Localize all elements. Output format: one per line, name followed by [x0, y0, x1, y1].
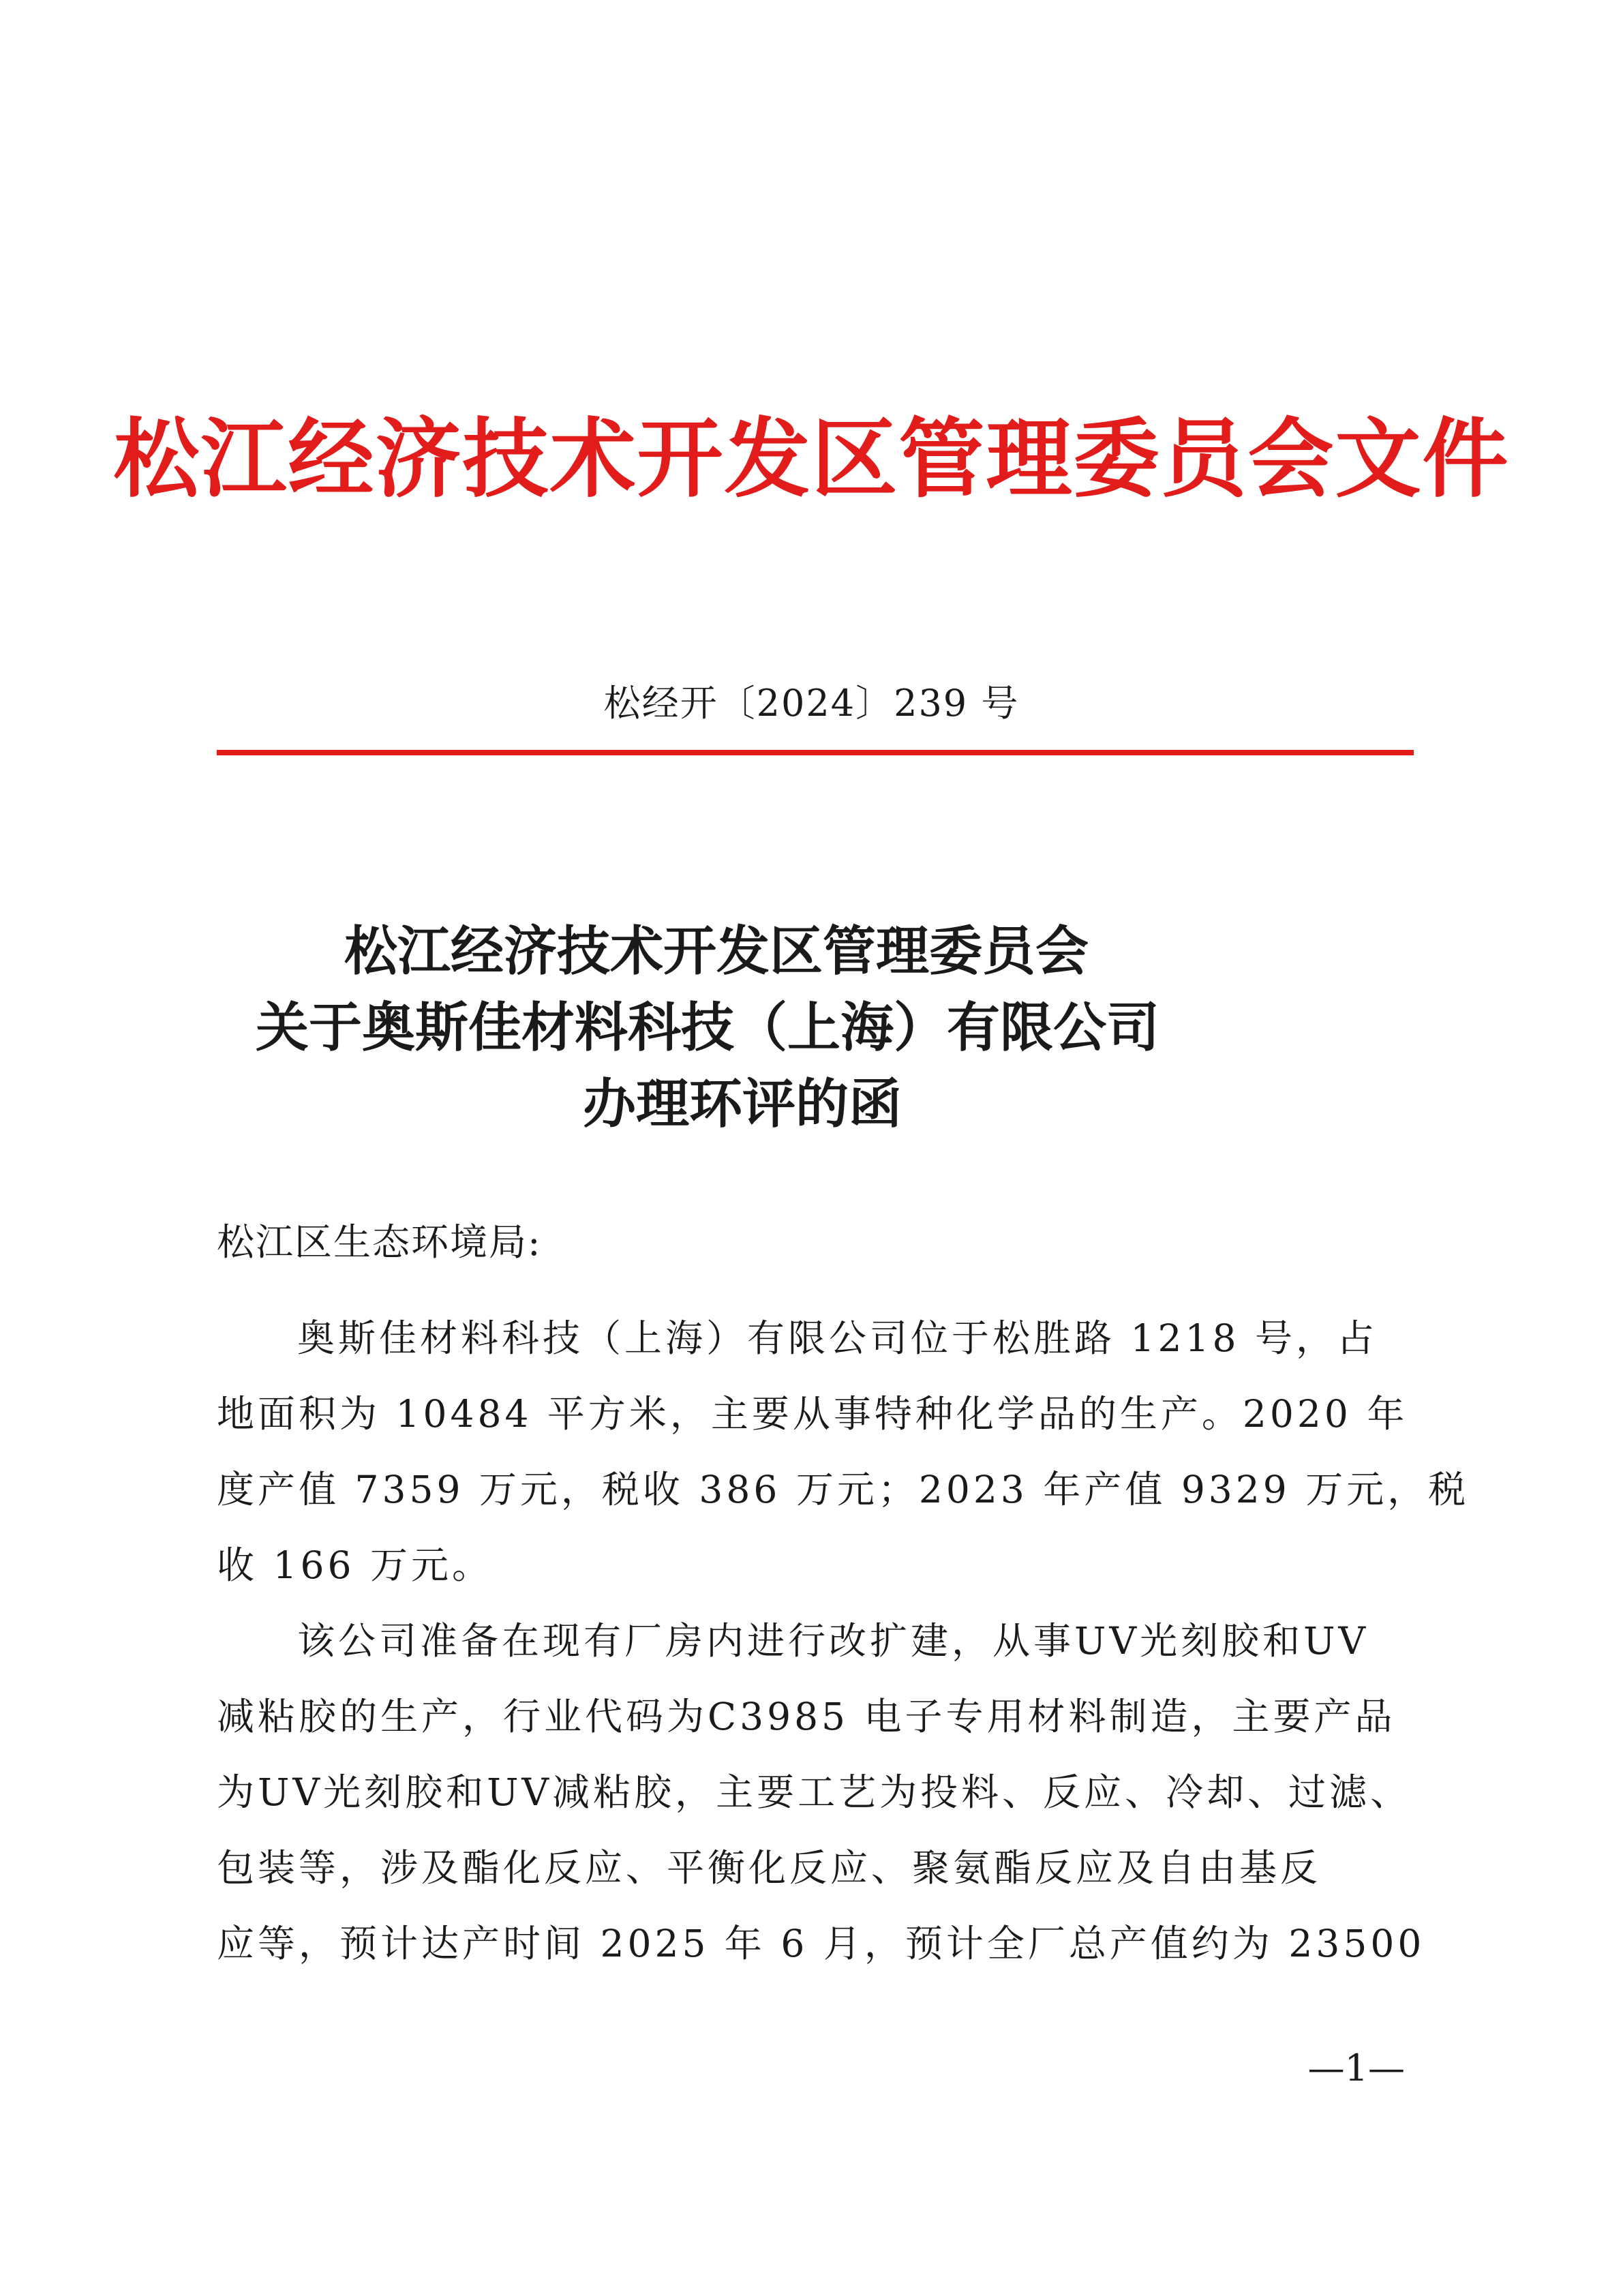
paragraph-line: 应等，预计达产时间 2025 年 6 月，预计全厂总产值约为 23500 [217, 1922, 1425, 1965]
paragraph-line: 度产值 7359 万元，税收 386 万元；2023 年产值 9329 万元，税 [217, 1468, 1470, 1511]
document-number: 松经开〔2024〕239 号 [603, 682, 1020, 725]
paragraph-line: 包装等，涉及酯化反应、平衡化反应、聚氨酯反应及自由基反 [217, 1846, 1322, 1890]
paragraph-line: 地面积为 10484 平方米，主要从事特种化学品的生产。2020 年 [217, 1392, 1408, 1436]
title-line-2: 关于奥斯佳材料科技（上海）有限公司 [256, 997, 1160, 1059]
recipient-salutation: 松江区生态环境局: [217, 1220, 542, 1264]
title-line-1: 松江经济技术开发区管理委员会 [344, 920, 1089, 982]
title-line-3: 办理环评的函 [583, 1073, 902, 1135]
paragraph-line: 为UV光刻胶和UV减粘胶，主要工艺为投料、反应、冷却、过滤、 [217, 1770, 1412, 1814]
paragraph-line: 减粘胶的生产，行业代码为C3985 电子专用材料制造，主要产品 [217, 1695, 1396, 1738]
page-number: —1— [1307, 2046, 1405, 2089]
paragraph-line: 该公司准备在现有厂房内进行改扩建，从事UV光刻胶和UV [297, 1619, 1369, 1663]
paragraph-line: 奥斯佳材料科技（上海）有限公司位于松胜路 1218 号，占 [297, 1316, 1378, 1360]
document-header-title: 松江经济技术开发区管理委员会文件 [113, 408, 1510, 509]
paragraph-line: 收 166 万元。 [217, 1543, 493, 1587]
paragraph-1 [217, 1301, 1470, 1603]
document-title [0, 913, 1623, 1143]
red-divider-line [217, 750, 1414, 755]
paragraph-2 [217, 1603, 1425, 1982]
